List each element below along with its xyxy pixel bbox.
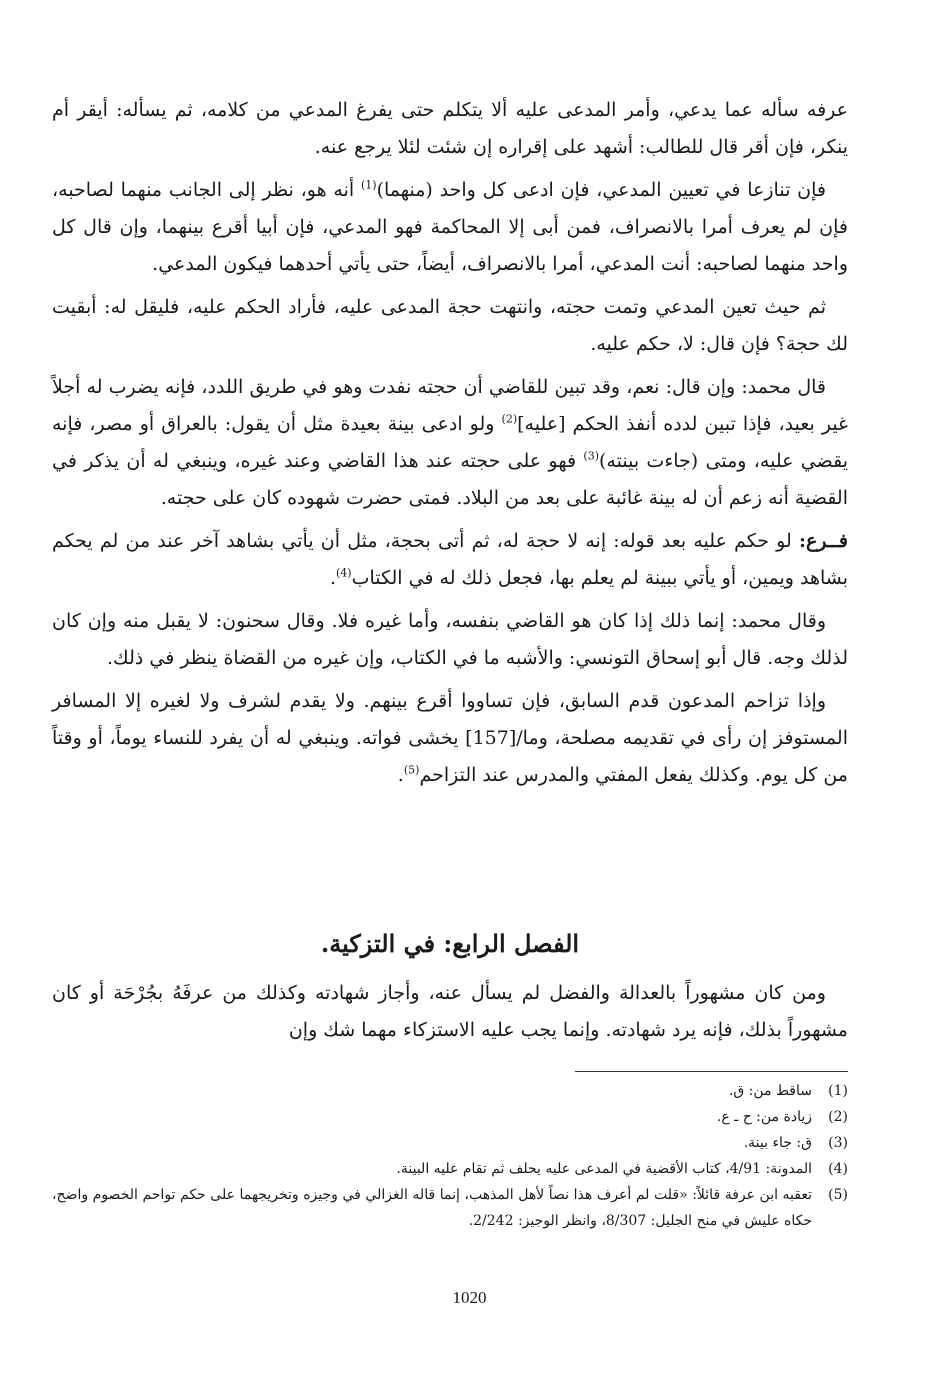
footnote-3	[52, 1130, 848, 1156]
footnotes	[52, 1078, 848, 1234]
paragraph-3: ثم حيث تعين المدعي وتمت حجته، وانتهت حجة المدعى عليه، فأراد الحكم عليه، فليقل له: أبقيت لك حجة؟ فإن قال: لا، حكم عليه.	[52, 296, 848, 355]
footnote-ref-2[interactable]: (2)	[501, 412, 518, 426]
main-text	[52, 92, 848, 800]
paragraph-5-rest: لو حكم عليه بعد قوله: إنه لا حجة له، ثم أتى بحجة، مثل أن يأتي بشاهد آخر عند من لم يحكم بشاهد ويمين، أو يأتي ببينة لم يعلم بها، فجعل ذلك له في الكتاب	[52, 530, 848, 589]
paragraph-4-mid: ولو ادعى بينة بعيدة مثل أن يقول: بالعراق أو مصر، فإنه يقضي عليه، ومتى (جاءت بينته)	[52, 413, 849, 472]
footnote-number: (3)	[828, 1135, 848, 1151]
footnote-number: (5)	[828, 1187, 848, 1203]
paragraph-2	[52, 172, 848, 283]
footnote-ref-5[interactable]: (5)	[403, 763, 420, 777]
footnote-4	[52, 1156, 848, 1182]
section-text	[52, 975, 848, 1049]
footnote-2	[52, 1104, 848, 1130]
paragraph-4	[52, 369, 848, 517]
footnote-ref-1[interactable]: (1)	[360, 178, 377, 192]
paragraph-7	[52, 683, 848, 794]
section-heading: الفصل الرابع: في التزكية.	[320, 929, 580, 958]
footnote-number: (1)	[828, 1083, 848, 1099]
paragraph-4-start: قال محمد: وإن قال: نعم، وقد تبين للقاضي أن حجته نفدت وهو في طريق اللدد، فإنه يضرب له أجلاً غير بعيد، فإذا تبين لدده أنفذ الحكم [عليه]	[52, 376, 848, 435]
footnote-number: (4)	[828, 1161, 848, 1177]
footnote-5	[52, 1182, 848, 1234]
paragraph-7-start: وإذا تزاحم المدعون قدم السابق، فإن تساووا أقرع بينهم. ولا يقدم لشرف ولا لغيره إلا المسافر المستوفز إن رأى في تقديمه مصلحة، وما/[157] يخشى فواته. وينبغي له أن يفرد للنساء يوماً، أو وقتاً من كل يوم. وكذلك يفعل المفتي والمدرس عند التزاحم	[52, 690, 848, 786]
paragraph-7-end: .	[397, 764, 404, 786]
paragraph-1: عرفه سأله عما يدعي، وأمر المدعى عليه ألا يتكلم حتى يفرغ المدعي من كلامه، ثم يسأله: أيقر أم ينكر، فإن أقر قال للطالب: أشهد على إقراره إن شئت لئلا يرجع عنه.	[52, 99, 848, 158]
footnote-1	[52, 1078, 848, 1104]
footnote-text: المدونة: 4/91، كتاب الأقضية في المدعى عليه يحلف ثم تقام عليه البينة.	[396, 1161, 812, 1177]
paragraph-4-rest: فهو على حجته عند هذا القاضي وعند غيره، وينبغي له أن يذكر في القضية أنه زعم أن له بينة غائبة على بعد من البلاد. فمتى حضرت شهوده كان على حجته.	[52, 450, 848, 509]
footnote-divider	[575, 1071, 848, 1072]
footnote-text: زيادة من: ح ـ ع.	[716, 1109, 812, 1125]
paragraph-2-start: فإن تنازعا في تعيين المدعي، فإن ادعى كل واحد (منهما)	[376, 179, 826, 201]
footnote-ref-3[interactable]: (3)	[583, 449, 600, 463]
footnote-ref-4[interactable]: (4)	[335, 566, 352, 580]
footnote-number: (2)	[828, 1109, 848, 1125]
branch-label: فــرع:	[798, 530, 848, 552]
footnote-text: ساقط من: ق.	[728, 1083, 812, 1099]
paragraph-2-rest: أنه هو، نظر إلى الجانب منهما لصاحبه، فإن لم يعرف أمرا بالانصراف، فمن أبى إلا المحاكمة فهو المدعي، فإن أبيا أقرع بينهما، وإن قال كل واحد منهما لصاحبه: أنت المدعي، أمرا بالانصراف، أيضاً، حتى يأتي أحدهما فيكون المدعي.	[52, 179, 848, 275]
paragraph-8: ومن كان مشهوراً بالعدالة والفضل لم يسأل عنه، وأجاز شهادته وكذلك من عرفَهُ بجُرْحَة أو كان مشهوراً بذلك، فإنه يرد شهادته. وإنما يجب عليه الاستزكاء مهما شك وإن	[52, 982, 848, 1041]
footnote-text: تعقبه ابن عرفة قائلاً: «قلت لم أعرف هذا نصاً لأهل المذهب، إنما قاله الغزالي في وجيزه وتخريجهما على حكم تواحم الخصوم واضح، حكاه عليش في منح الجليل: 8/307، وانظر الوجيز: 2/242.	[52, 1187, 813, 1229]
page-number: 1020	[452, 1288, 487, 1307]
paragraph-5: فــرع: لو حكم عليه بعد قوله: إنه لا حجة له، ثم أتى بحجة، مثل أن يأتي بشاهد آخر عند من لم يحكم بشاهد ويمين، أو يأتي ببينة لم يعلم بها، فجعل ذلك له في الكتاب$^{(4)}$.	[52, 530, 848, 589]
footnote-text: ق: جاء بينة.	[743, 1135, 812, 1151]
paragraph-6: وقال محمد: إنما ذلك إذا كان هو القاضي بنفسه، وأما غيره فلا. وقال سحنون: لا يقبل منه وإن كان لذلك وجه. قال أبو إسحاق التونسي: والأشبه ما في الكتاب، وإن غيره من القضاة ينظر في ذلك.	[52, 610, 848, 669]
